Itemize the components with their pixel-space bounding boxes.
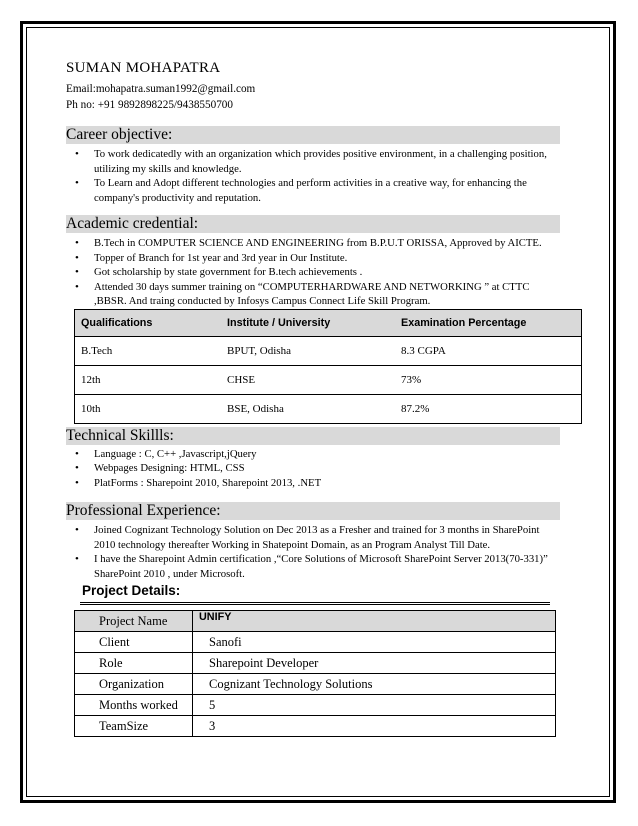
table-cell: BPUT, Odisha [221,336,395,365]
list-item: • B.Tech in COMPUTER SCIENCE AND ENGINEERING from B.P.U.T ORISSA, Approved by AICTE. [75,237,542,249]
project-field-label: Role [75,653,193,674]
table-row [75,336,582,365]
bullet-icon: • [75,476,79,489]
project-field-value: 5 [193,695,556,716]
list-item: • To work dedicatedly with an organization which provides positive environment, in a challenging position, utilizing my skills and knowledge. [75,148,547,175]
table-cell: 10th [75,394,222,423]
bullet-icon: • [75,447,79,460]
project-field-value: UNIFY [193,611,556,632]
qualifications-table [74,309,582,424]
table-cell: 73% [395,365,582,394]
project-field-value: 3 [193,716,556,737]
bullet-icon: • [75,177,79,189]
phone-line: Ph no: +91 9892898225/9438550700 [66,99,233,111]
project-details-heading: Project Details: [82,583,181,598]
table-row [75,674,556,695]
project-field-value: Sanofi [193,632,556,653]
career-list [66,147,560,205]
column-header: Institute / University [221,309,395,336]
section-experience-heading: Professional Experience: [66,502,560,520]
list-item: • I have the Sharepoint Admin certification ,“Core Solutions of Microsoft SharePoint Server 2013(70-331)” SharePoint 2010 , under Microsoft. [75,553,548,580]
table-row [75,716,556,737]
table-row [75,365,582,394]
table-row [75,653,556,674]
table-cell: 8.3 CGPA [395,336,582,365]
list-item: • Joined Cognizant Technology Solution on Dec 2013 as a Fresher and trained for 3 months in SharePoint 2010 technology thereafter Working in Shatepoint Domain, as an Program Analyst Till Date. [75,524,540,551]
project-field-label: TeamSize [75,716,193,737]
table-cell: CHSE [221,365,395,394]
table-header-row [75,309,582,336]
list-item: • To Learn and Adopt different technologies and perform activities in a creative way, for enhancing the company's productivity and reputation. [75,177,527,204]
table-row [75,695,556,716]
project-field-label: Organization [75,674,193,695]
bullet-icon: • [75,462,79,474]
academic-list [66,236,560,309]
column-header: Examination Percentage [395,309,582,336]
bullet-icon: • [75,553,79,565]
bullet-icon: • [75,148,79,160]
table-row [75,611,556,632]
list-item: • Webpages Designing: HTML, CSS [75,462,245,474]
table-cell: 12th [75,365,222,394]
project-field-value: Sharepoint Developer [193,653,556,674]
list-item: • Got scholarship by state government for B.tech achievements . [75,266,363,278]
table-cell: B.Tech [75,336,222,365]
email-line: Email:mohapatra.suman1992@gmail.com [66,83,256,95]
section-career-heading: Career objective: [66,126,560,144]
bullet-icon: • [75,251,79,264]
resume-content [66,58,560,737]
column-header: Qualifications [75,309,222,336]
project-field-value: Cognizant Technology Solutions [193,674,556,695]
bullet-icon: • [75,266,79,278]
bullet-icon: • [75,524,79,536]
table-row [75,632,556,653]
table-row [75,394,582,423]
list-item: • Language : C, C++ ,Javascript,jQuery [75,447,257,460]
table-cell: 87.2% [395,394,582,423]
section-academic-heading: Academic credential: [66,215,560,233]
bullet-icon: • [75,280,79,293]
list-item: • Topper of Branch for 1st year and 3rd year in Our Institute. [75,251,348,264]
experience-list [66,523,560,581]
bullet-icon: • [75,237,79,249]
list-item: • PlatForms : Sharepoint 2010, Sharepoint 2013, .NET [75,476,322,489]
project-field-label: Months worked [75,695,193,716]
table-cell: BSE, Odisha [221,394,395,423]
project-field-label: Project Name [75,611,193,632]
double-rule-divider [80,602,550,605]
list-item: • Attended 30 days summer training on “COMPUTERHARDWARE AND NETWORKING ” at CTTC ,BBSR. And traing conducted by Infosys Campus Connect Life Skill Program. [75,280,530,307]
project-field-label: Client [75,632,193,653]
section-technical-heading: Technical Skillls: [66,427,560,445]
project-table [74,610,556,737]
candidate-name: SUMAN MOHAPATRA [66,60,221,76]
technical-list [66,447,560,491]
